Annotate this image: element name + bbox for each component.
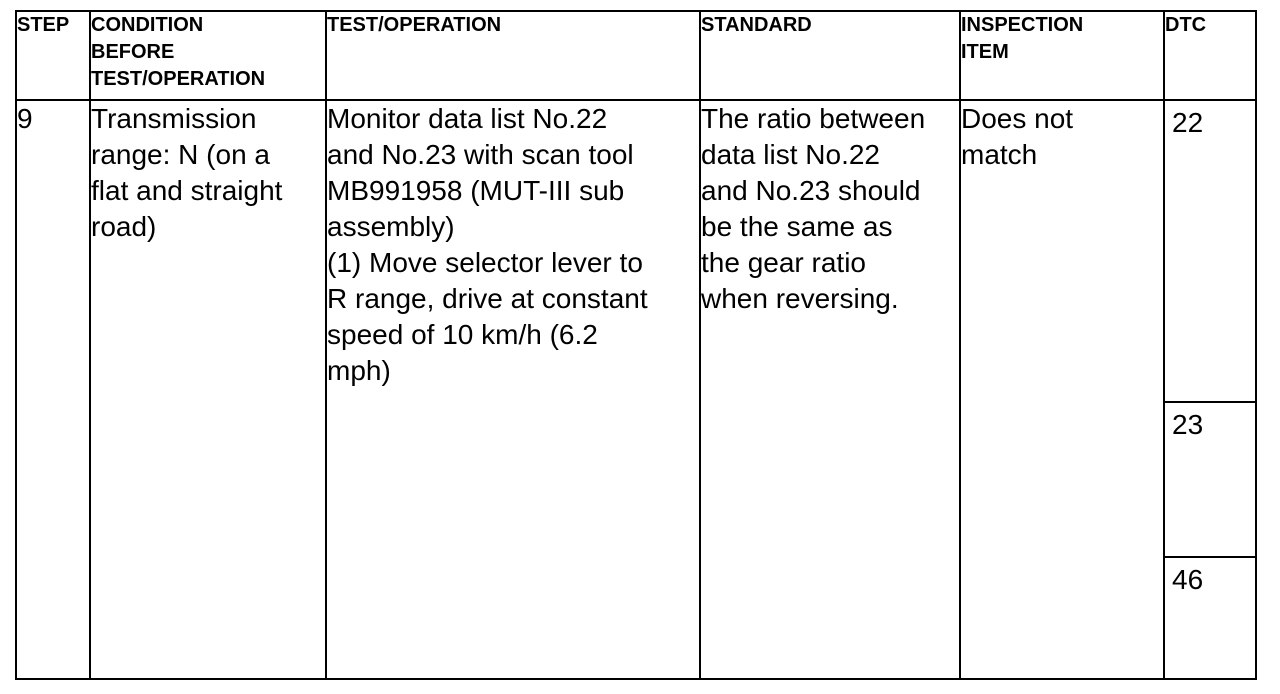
header-inspection-item: [960, 11, 1164, 100]
test-operation-line: speed of 10 km/h (6.2: [327, 319, 598, 351]
standard-line: data list No.22: [701, 139, 880, 171]
standard-line: the gear ratio: [701, 247, 866, 279]
test-operation-line: R range, drive at constant: [327, 283, 648, 315]
header-condition-line: CONDITION: [91, 14, 204, 36]
standard-line: and No.23 should: [701, 175, 921, 207]
dtc-code: 23: [1165, 401, 1255, 556]
header-step-label: STEP: [17, 14, 70, 36]
standard-line: The ratio between: [701, 103, 926, 135]
inspection-item-line: match: [961, 139, 1038, 171]
header-condition-line: TEST/OPERATION: [91, 68, 266, 90]
condition-line: flat and straight: [91, 175, 283, 207]
test-operation-line: Monitor data list No.22: [327, 103, 608, 135]
cell-test-operation: [326, 100, 700, 679]
test-operation-line: and No.23 with scan tool: [327, 139, 634, 171]
table-row: [16, 100, 1256, 679]
dtc-code: 46: [1165, 556, 1255, 678]
test-operation-line: assembly): [327, 211, 455, 243]
test-operation-line: (1) Move selector lever to: [327, 247, 643, 279]
header-condition-line: BEFORE: [91, 41, 175, 63]
header-standard-label: STANDARD: [701, 14, 812, 36]
test-operation-line: mph): [327, 355, 391, 387]
cell-condition: [90, 100, 326, 679]
header-condition: [90, 11, 326, 100]
standard-line: when reversing.: [701, 283, 899, 315]
inspection-item-line: Does not: [961, 103, 1074, 135]
header-test-operation-label: TEST/OPERATION: [327, 14, 502, 36]
inspection-table: [15, 10, 1257, 680]
condition-line: Transmission: [91, 103, 257, 135]
header-inspection-item-line: ITEM: [961, 41, 1009, 63]
header-test-operation: [326, 11, 700, 100]
standard-line: be the same as: [701, 211, 893, 243]
header-step: [16, 11, 90, 100]
cell-dtc: [1164, 100, 1256, 679]
header-inspection-item-line: INSPECTION: [961, 14, 1084, 36]
condition-line: range: N (on a: [91, 139, 270, 171]
cell-standard: [700, 100, 960, 679]
step-number: 9: [17, 103, 33, 135]
header-standard: [700, 11, 960, 100]
dtc-code: 22: [1172, 107, 1204, 139]
condition-line: road): [91, 211, 157, 243]
cell-inspection-item: [960, 100, 1164, 679]
header-dtc-label: DTC: [1165, 14, 1207, 36]
test-operation-line: MB991958 (MUT-III sub: [327, 175, 625, 207]
cell-step: [16, 100, 90, 679]
header-dtc: [1164, 11, 1256, 100]
dtc-stack: [1165, 101, 1255, 678]
table-header-row: [16, 11, 1256, 100]
